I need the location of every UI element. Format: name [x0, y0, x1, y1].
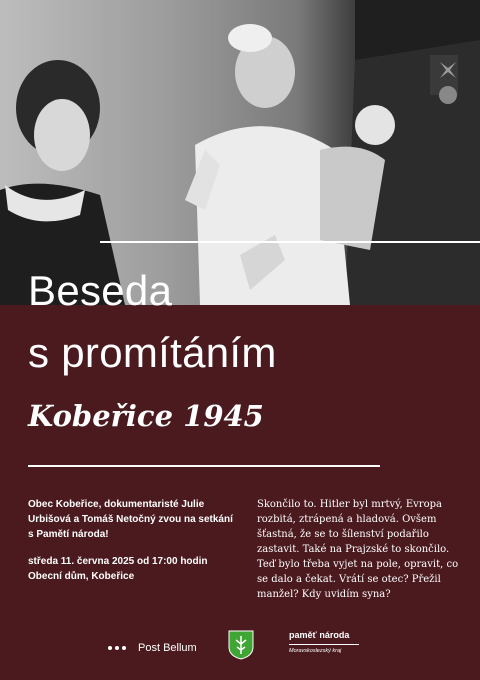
quote-text: Skončilo to. Hitler byl mrtvý, Evropa rozbitá, ztrápená a hladová. Ovšem šťastná, že se to šílenství podařilo zastavit. Také na Prajzské to skončilo. Teď bylo třeba vyjet na pole, opravit, co se dalo a čekat. Vrátí se otec? Přežil manžel? Kdy uvidím syna?: [257, 499, 459, 600]
pamet-naroda-title: paměť národa: [289, 630, 350, 640]
event-subtitle: Kobeřice 1945: [28, 399, 264, 433]
event-datetime: středa 11. června 2025 od 17:00 hodin: [28, 556, 208, 567]
archival-photo: [0, 0, 480, 305]
divider-top: [100, 241, 480, 243]
post-bellum-logo: [108, 640, 197, 656]
event-info: [28, 497, 233, 584]
pamet-naroda-rule: [289, 644, 359, 645]
event-place: Obecní dům, Kobeřice: [28, 571, 135, 582]
photo-illustration: [0, 0, 480, 305]
post-bellum-dots-icon: [108, 646, 126, 650]
title-line-2: s promítáním: [28, 329, 277, 376]
divider-middle: [28, 465, 380, 467]
invite-text: Obec Kobeřice, dokumentaristé Julie Urbišová a Tomáš Netočný zvou na setkání s Pamětí národa!: [28, 499, 233, 540]
post-bellum-label: Post Bellum: [138, 642, 197, 654]
title-line-1: Beseda: [28, 267, 173, 314]
pamet-naroda-region: Moravskoslezský kraj: [289, 648, 342, 654]
pamet-naroda-logo: [289, 630, 359, 655]
koberice-crest-icon: [228, 630, 254, 660]
